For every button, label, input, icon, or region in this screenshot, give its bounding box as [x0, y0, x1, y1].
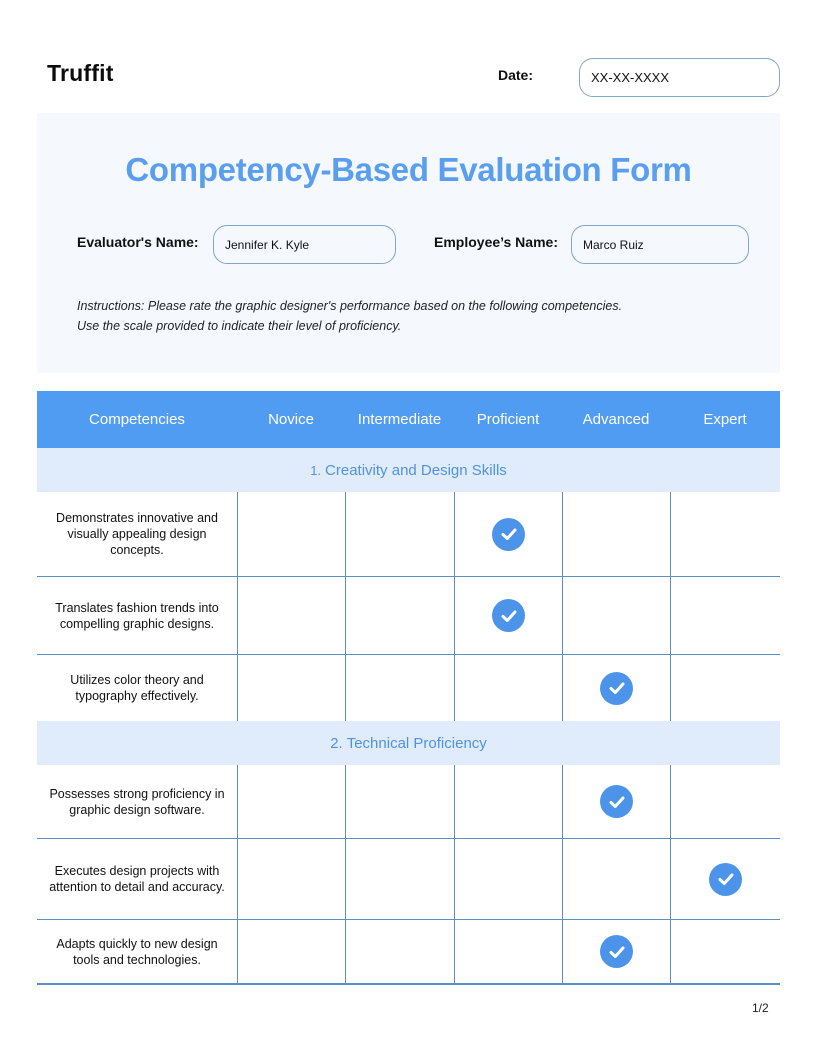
- table-row: [37, 920, 780, 985]
- table-row: [37, 765, 780, 839]
- rating-cell-novice[interactable]: [237, 492, 345, 576]
- column-header-competencies: Competencies: [89, 411, 185, 428]
- rating-cell-proficient[interactable]: [454, 655, 562, 721]
- rating-cell-intermediate[interactable]: [345, 577, 454, 654]
- rating-cell-expert[interactable]: [670, 577, 780, 654]
- rating-cell-advanced[interactable]: [562, 920, 670, 983]
- check-circle-icon: [709, 863, 742, 896]
- rating-cell-advanced[interactable]: [562, 492, 670, 576]
- rating-cell-intermediate[interactable]: [345, 492, 454, 576]
- rating-cell-novice[interactable]: [237, 839, 345, 919]
- date-value: XX-XX-XXXX: [591, 70, 670, 85]
- rating-cell-proficient[interactable]: [454, 839, 562, 919]
- rating-cell-proficient[interactable]: [454, 577, 562, 654]
- instructions-line-2: Use the scale provided to indicate their level of proficiency.: [77, 319, 402, 333]
- date-label: Date:: [498, 67, 534, 83]
- rating-cell-expert[interactable]: [670, 655, 780, 721]
- employee-name-label: Employee’s Name:: [434, 234, 558, 250]
- rating-cell-advanced[interactable]: [562, 839, 670, 919]
- evaluator-name-label: Evaluator's Name:: [77, 234, 199, 250]
- competency-text: Translates fashion trends into compelling graphic designs.: [55, 600, 219, 631]
- rating-cell-intermediate[interactable]: [345, 920, 454, 983]
- column-header-novice: Novice: [268, 411, 314, 428]
- competency-text: Utilizes color theory and typography effectively.: [70, 673, 204, 703]
- section-title: Creativity and Design Skills: [325, 461, 507, 479]
- instructions-line-1: Instructions: Please rate the graphic designer's performance based on the following competencies.: [77, 299, 623, 313]
- column-header-proficient: Proficient: [476, 411, 540, 428]
- rating-cell-novice[interactable]: [237, 765, 345, 838]
- check-circle-icon: [600, 785, 633, 818]
- table-row: [37, 492, 780, 577]
- rating-cell-novice[interactable]: [237, 655, 345, 721]
- competency-text: Executes design projects with attention to detail and accuracy.: [49, 864, 225, 894]
- rating-cell-expert[interactable]: [670, 492, 780, 576]
- rating-cell-intermediate[interactable]: [345, 839, 454, 919]
- rating-cell-advanced[interactable]: [562, 655, 670, 721]
- check-circle-icon: [600, 935, 633, 968]
- table-row: [37, 839, 780, 920]
- rating-cell-advanced[interactable]: [562, 765, 670, 838]
- evaluator-name-field[interactable]: [213, 225, 396, 264]
- rating-cell-intermediate[interactable]: [345, 655, 454, 721]
- instructions: [77, 296, 622, 336]
- check-circle-icon: [600, 672, 633, 705]
- table-row: [37, 655, 780, 721]
- rating-cell-expert[interactable]: [670, 839, 780, 919]
- section-number: 2.: [330, 734, 343, 752]
- employee-name-field[interactable]: [571, 225, 749, 264]
- rating-cell-intermediate[interactable]: [345, 765, 454, 838]
- rating-cell-expert[interactable]: [670, 920, 780, 983]
- brand-logo: Truffit: [47, 60, 114, 86]
- page-title: Competency-Based Evaluation Form: [125, 151, 692, 188]
- section-header-technical: [37, 721, 780, 765]
- table-row: [37, 577, 780, 655]
- check-circle-icon: [492, 599, 525, 632]
- competency-table: [37, 391, 780, 985]
- competency-text: Possesses strong proficiency in graphic design software.: [49, 786, 225, 817]
- section-number: 1.: [310, 462, 322, 478]
- rating-cell-novice[interactable]: [237, 920, 345, 983]
- column-header-advanced: Advanced: [582, 411, 650, 428]
- section-header-creativity: [37, 448, 780, 492]
- rating-cell-proficient[interactable]: [454, 492, 562, 576]
- page-number: 1/2: [752, 1001, 769, 1015]
- form-header-panel: [37, 113, 780, 373]
- section-title: Technical Proficiency: [346, 734, 487, 752]
- rating-cell-expert[interactable]: [670, 765, 780, 838]
- competency-text: Demonstrates innovative and visually appealing design concepts.: [56, 511, 218, 557]
- rating-cell-advanced[interactable]: [562, 577, 670, 654]
- column-header-expert: Expert: [703, 411, 747, 428]
- column-header-intermediate: Intermediate: [357, 411, 442, 428]
- rating-cell-proficient[interactable]: [454, 920, 562, 983]
- table-header: [37, 391, 780, 448]
- rating-cell-proficient[interactable]: [454, 765, 562, 838]
- date-field[interactable]: [579, 58, 780, 97]
- evaluator-name-value: Jennifer K. Kyle: [225, 237, 310, 252]
- competency-text: Adapts quickly to new design tools and technologies.: [56, 936, 218, 967]
- employee-name-value: Marco Ruiz: [583, 237, 644, 252]
- rating-cell-novice[interactable]: [237, 577, 345, 654]
- check-circle-icon: [492, 518, 525, 551]
